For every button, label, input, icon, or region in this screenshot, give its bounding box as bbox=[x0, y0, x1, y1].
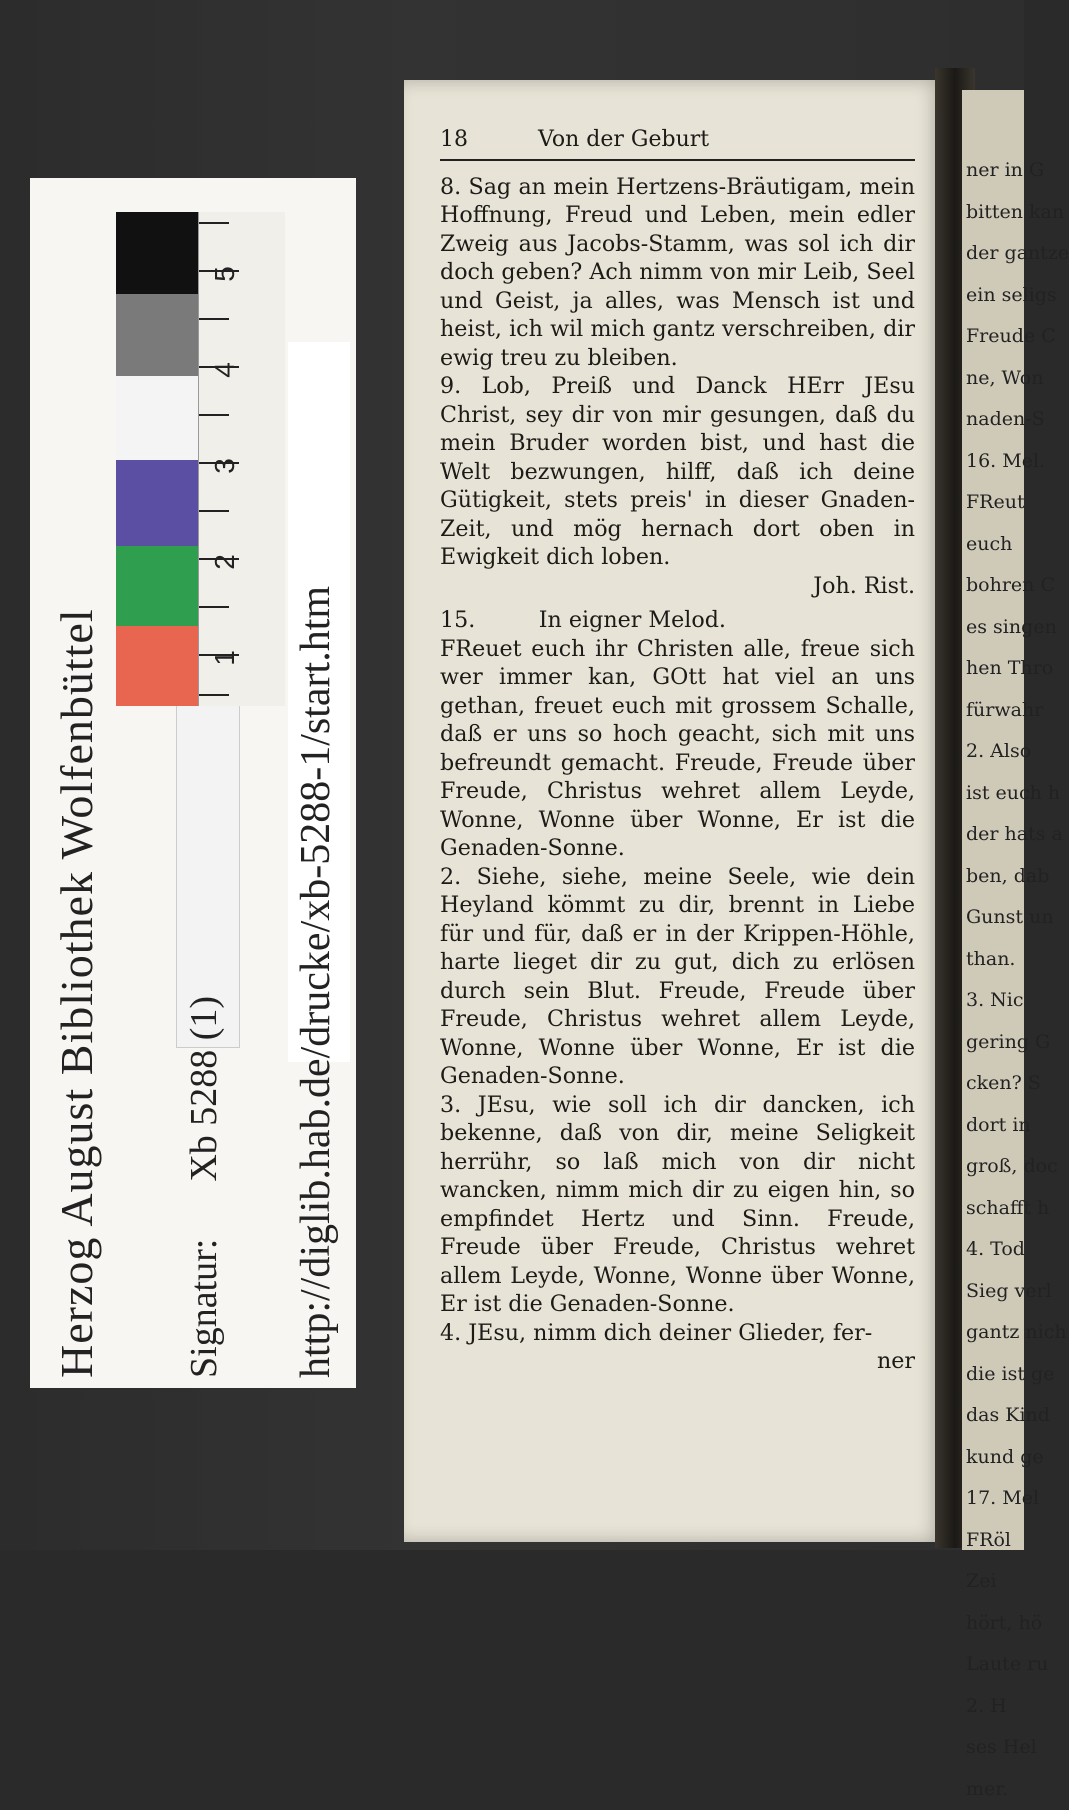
adjacent-page-text bbox=[966, 150, 1069, 1810]
verse-4: 4. JEsu, nimm dich deiner Glieder, fer- bbox=[440, 1319, 873, 1346]
color-swatch-blue bbox=[116, 460, 198, 546]
ruler-number: 4 bbox=[208, 362, 240, 378]
page-body bbox=[440, 126, 915, 1376]
measurement-ruler bbox=[198, 212, 285, 706]
song-number: 15. bbox=[440, 607, 476, 633]
ruler-number: 3 bbox=[208, 458, 240, 474]
ruler-number: 5 bbox=[208, 266, 240, 282]
color-swatch-red bbox=[116, 626, 198, 706]
library-name: Herzog August Bibliothek Wolfenbüttel bbox=[51, 608, 102, 1378]
color-swatch-white bbox=[116, 376, 198, 460]
stanza-8: 8. Sag an mein Hertzens-Bräutigam, mein Hoffnung, Freud und Leben, mein edler Zweig aus Jacobs-Stamm, was sol ich dir doch geben? Ach nimm von mir Leib, Seel und Geist, ja alles, was Mensch ist und heist, ich wil mich gantz verschreiben, dir ewig treu zu bleiben. bbox=[440, 173, 915, 371]
page-header bbox=[440, 126, 915, 161]
running-title: Von der Geburt bbox=[538, 127, 710, 152]
color-swatch-black bbox=[116, 212, 198, 294]
page-number: 18 bbox=[440, 127, 468, 152]
color-swatch-green bbox=[116, 546, 198, 626]
adjacent-page-fragments: ner in G bitten kan der gantze ein seligs Freude C ne, Won naden-S 16. Mel. FReut euch bohren C es singen hen Thro fürwahr 2. Also ist euch h der hats a ben, dab Gunst un than. 3. Nic gering G cken? S dort in groß, doc schafft h 4. Tod Sieg verl gantz nich die ist ge das Kind kund ge 17. Mel FRöl Zei hört, hö Laute ru 2. H ses Hel mer. bbox=[966, 159, 1069, 1800]
source-url: http://diglib.hab.de/drucke/xb-5288-1/start.htm bbox=[293, 585, 339, 1378]
verse-2: 2. Siehe, siehe, meine Seele, wie dein Heyland kömmt zu dir, brennt in Liebe für und für, daß er in der Krippen-Höhle, harte lieget dir zu gut, dich zu erlösen durch sein Blut. Freude, Freude über Freude, Christus wehret allem Leyde, Wonne, Wonne über Wonne, Er ist die Genaden-Sonne. bbox=[440, 863, 915, 1089]
signatur-line bbox=[182, 996, 226, 1378]
melody-note: In eigner Melod. bbox=[538, 607, 726, 633]
ruler-number: 2 bbox=[208, 554, 240, 570]
author-signature: Joh. Rist. bbox=[813, 572, 915, 599]
song-heading bbox=[440, 606, 915, 635]
verse-1: FReuet euch ihr Christen alle, freue sich wer immer kan, GOtt hat viel an uns gethan, freuet euch mit grossem Schalle, daß er uns so hoch geacht, sich mit uns befreundt gemacht. Freude, Freude über Freude, Christus wehret allem Leyde, Wonne, Wonne über Wonne, Er ist die Genaden-Sonne. bbox=[440, 635, 915, 861]
ruler-number: 1 bbox=[208, 650, 240, 666]
stanza-9: 9. Lob, Preiß und Danck HErr JEsu Christ, sey dir von mir gesungen, daß du mein Bruder worden bist, und hast die Welt bezwungen, hilff, daß ich deine Gütigkeit, stets preis' in dieser Gnaden-Zeit, und mög hernach dort oben in Ewigkeit dich loben. bbox=[440, 373, 915, 570]
signatur-value: Xb 5288 (1) bbox=[183, 995, 225, 1182]
signatur-label: Signatur: bbox=[183, 1238, 225, 1378]
catchword: ner bbox=[876, 1348, 915, 1374]
color-swatch-gray bbox=[116, 294, 198, 376]
verse-3: 3. JEsu, wie soll ich dir dancken, ich bekenne, daß von dir, meine Seligkeit herrühr, so laß mich von dir nicht wancken, nimm mich dir zu eigen hin, so empfindet Hertz und Sinn. Freude, Freude über Freude, Christus wehret allem Leyde, Wonne, Wonne über Wonne, Er ist die Genaden-Sonne. bbox=[440, 1091, 915, 1317]
